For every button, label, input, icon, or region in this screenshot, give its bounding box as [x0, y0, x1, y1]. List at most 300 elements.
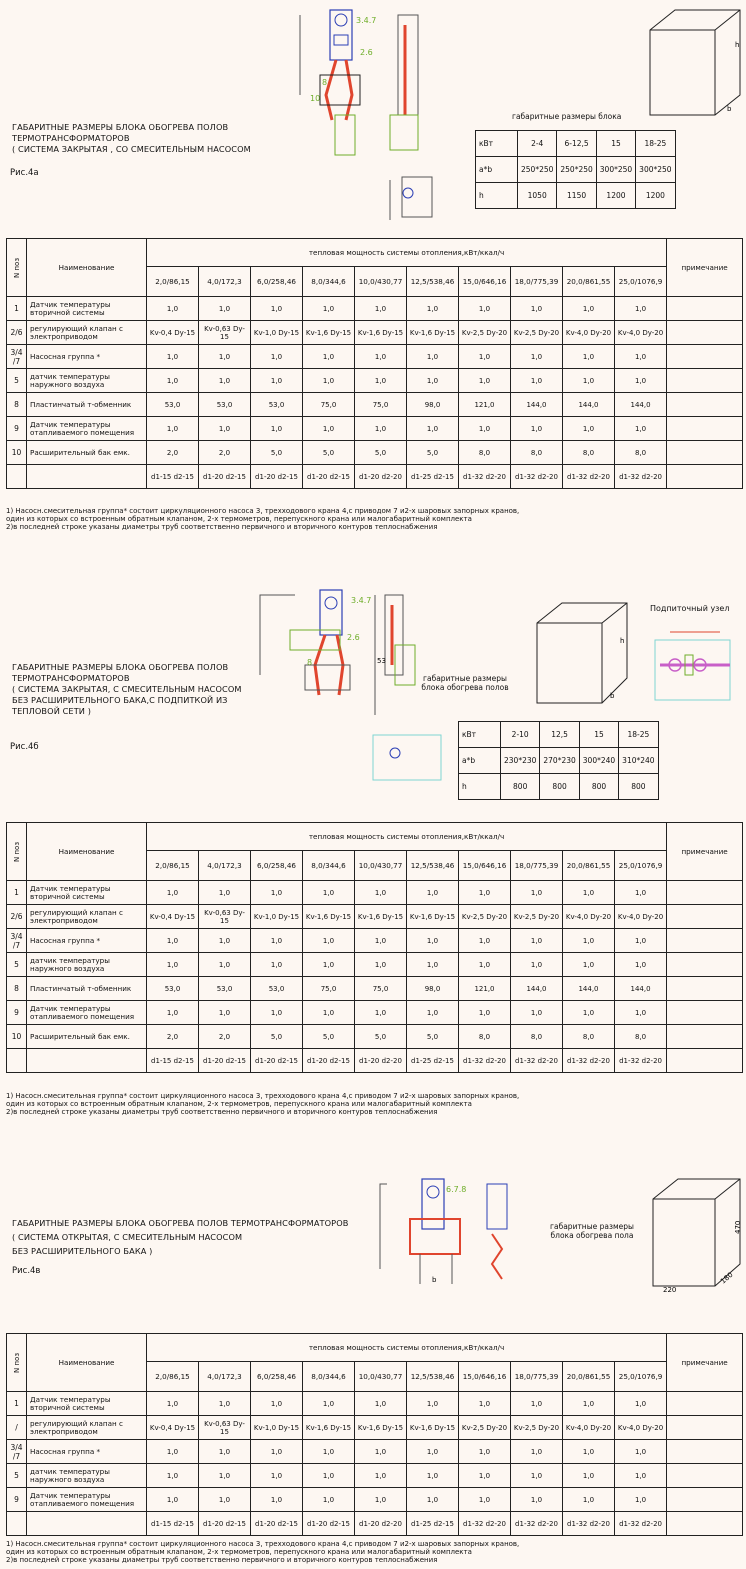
row-value: Kv-1,6 Dy-15 [303, 905, 355, 929]
col-power-value: 6,0/258,46 [251, 267, 303, 297]
dims-table-4a [475, 130, 676, 209]
table-row [7, 297, 743, 321]
row-value: 1,0 [199, 953, 251, 977]
label-3-4-7: 3.4.7 [351, 596, 372, 605]
row-value: Kv-1,6 Dy-15 [355, 321, 407, 345]
row-value: d1-32 d2-20 [511, 1049, 563, 1073]
row-value: 1,0 [355, 345, 407, 369]
col-note: примечание [667, 239, 743, 297]
row-value: 1,0 [563, 1440, 615, 1464]
row-pos: 3/4 /7 [7, 1440, 27, 1464]
row-value: 144,0 [615, 393, 667, 417]
row-value: 1,0 [147, 929, 199, 953]
row-value: 1,0 [303, 345, 355, 369]
row-name: Датчик температуры отапливаемого помещения [27, 1488, 147, 1512]
row-value: 1,0 [355, 953, 407, 977]
row-value: 1,0 [407, 881, 459, 905]
row-pos: 5 [7, 369, 27, 393]
table-row [7, 881, 743, 905]
row-value: 1,0 [199, 417, 251, 441]
row-value: Kv-0,4 Dy-15 [147, 905, 199, 929]
row-note [667, 1416, 743, 1440]
row-value: 121,0 [459, 393, 511, 417]
row-pos [7, 1049, 27, 1073]
row-value: 1,0 [199, 1440, 251, 1464]
row-value: d1-20 d2-20 [355, 1512, 407, 1536]
row-value: 1,0 [615, 369, 667, 393]
row-value: 121,0 [459, 977, 511, 1001]
row-value: 1,0 [147, 417, 199, 441]
row-value: 53,0 [251, 393, 303, 417]
label-8: 8 [322, 78, 328, 87]
row-value: 1,0 [199, 297, 251, 321]
table-row [7, 1001, 743, 1025]
row-value: 8,0 [563, 1025, 615, 1049]
row-value: 75,0 [303, 393, 355, 417]
row-value: d1-20 d2-15 [199, 465, 251, 489]
row-value: 1,0 [511, 1392, 563, 1416]
row-pos: 8 [7, 977, 27, 1001]
row-name [27, 465, 147, 489]
row-value: Kv-1,6 Dy-15 [303, 1416, 355, 1440]
row-value: d1-20 d2-15 [303, 1049, 355, 1073]
row-value: 1,0 [251, 1440, 303, 1464]
col-power-value: 4,0/172,3 [199, 1362, 251, 1392]
row-value: 1,0 [563, 1464, 615, 1488]
row-value: Kv-2,5 Dy-20 [511, 321, 563, 345]
table-row [7, 1392, 743, 1416]
row-name: Насосная группа * [27, 929, 147, 953]
row-value: Kv-4,0 Dy-20 [563, 321, 615, 345]
row-value: Kv-1,0 Dy-15 [251, 1416, 303, 1440]
row-value: d1-20 d2-15 [303, 465, 355, 489]
row-value: 1,0 [459, 881, 511, 905]
dims-row: кВт 2-4 6-12,5 15 18-25 [476, 131, 676, 157]
row-value: 2,0 [147, 441, 199, 465]
row-value: d1-25 d2-15 [407, 1512, 459, 1536]
col-power-value: 25,0/1076,9 [615, 1362, 667, 1392]
fig-label-4c: Рис.4в [12, 1266, 41, 1276]
row-value: 1,0 [563, 297, 615, 321]
label-180: 180 [719, 1270, 735, 1286]
row-value: 144,0 [615, 977, 667, 1001]
box-isometric-4c [645, 1174, 745, 1294]
row-value: d1-20 d2-15 [251, 1049, 303, 1073]
row-value: 8,0 [459, 1025, 511, 1049]
svg-text:h: h [735, 41, 740, 49]
caption-4a: ГАБАРИТНЫЕ РАЗМЕРЫ БЛОКА ОБОГРЕВА ПОЛОВ ТЕРМОТРАНСФОРМАТОРОВ ( СИСТЕМА ЗАКРЫТАЯ , СО СМЕСИТЕЛЬНЫМ НАСОСОМ [12, 122, 251, 154]
col-power-value: 2,0/86,15 [147, 851, 199, 881]
dims-title-4a: габаритные размеры блока [512, 112, 622, 121]
row-value: 1,0 [407, 345, 459, 369]
notes-4c: 1) Насосн.смесительная группа* состоит циркуляционного насоса 3, трехходового крана 4,с приводом 7 и2-х шаровых запорных кранов, один из которых со встроенным обратным клапаном, 2-х термометров, перепускного крана или малогабаритный комплекта 2)в последней строке указаны диаметры труб соответственно первичного и вторичного контуров теплоснабжения [6, 1540, 520, 1564]
row-value: 1,0 [199, 369, 251, 393]
row-value: Kv-1,0 Dy-15 [251, 321, 303, 345]
row-note [667, 1001, 743, 1025]
row-name: регулирующий клапан с электроприводом [27, 321, 147, 345]
row-value: 1,0 [147, 1001, 199, 1025]
row-name: Расширительный бак емк. [27, 441, 147, 465]
row-value: 1,0 [563, 345, 615, 369]
row-value: d1-32 d2-20 [563, 465, 615, 489]
row-value: Kv-1,6 Dy-15 [407, 1416, 459, 1440]
table-row [7, 1049, 743, 1073]
row-value: 1,0 [511, 1001, 563, 1025]
row-value: 2,0 [199, 441, 251, 465]
dims-row: a*b 250*250 250*250 300*250 300*250 [476, 157, 676, 183]
row-value: 75,0 [355, 977, 407, 1001]
row-value: 1,0 [251, 369, 303, 393]
row-value: 1,0 [511, 881, 563, 905]
label-2-6: 2.6 [347, 633, 360, 642]
table-row [7, 393, 743, 417]
row-pos: 9 [7, 1001, 27, 1025]
row-value: 53,0 [251, 977, 303, 1001]
notes-4a: 1) Насосн.смесительная группа* состоит циркуляционного насоса 3, трехходового крана 4,с приводом 7 и2-х шаровых запорных кранов, один из которых со встроенным обратным клапаном, 2-х термометров, перепускного крана или малогабаритный комплекта 2)в последней строке указаны диаметры труб соответственно первичного и вторичного контуров теплоснабжения [6, 507, 520, 531]
row-value: d1-32 d2-20 [615, 465, 667, 489]
row-note [667, 417, 743, 441]
fig-label-4a: Рис.4а [10, 168, 39, 178]
col-power-value: 10,0/430,77 [355, 267, 407, 297]
col-name: Наименование [27, 239, 147, 297]
row-value: 53,0 [147, 977, 199, 1001]
table-row [7, 417, 743, 441]
dims-row: кВт 2-10 12,5 15 18-25 [459, 722, 659, 748]
row-value: 53,0 [199, 393, 251, 417]
row-name: регулирующий клапан с электроприводом [27, 905, 147, 929]
row-value: 1,0 [615, 345, 667, 369]
row-value: 1,0 [407, 953, 459, 977]
row-value: 1,0 [615, 953, 667, 977]
row-value: Kv-4,0 Dy-20 [615, 321, 667, 345]
row-value: 1,0 [615, 929, 667, 953]
col-power-value: 2,0/86,15 [147, 267, 199, 297]
row-name: Пластинчатый т-обменник [27, 393, 147, 417]
section-fig-4a [0, 0, 746, 540]
col-power-value: 18,0/775,39 [511, 267, 563, 297]
row-value: Kv-0,63 Dy-15 [199, 321, 251, 345]
col-note: примечание [667, 823, 743, 881]
row-value: 1,0 [147, 1392, 199, 1416]
row-value: 1,0 [459, 1440, 511, 1464]
row-value: 1,0 [407, 1488, 459, 1512]
row-value: Kv-2,5 Dy-20 [511, 1416, 563, 1440]
row-pos: 1 [7, 297, 27, 321]
col-power-value: 6,0/258,46 [251, 1362, 303, 1392]
row-value: Kv-0,4 Dy-15 [147, 1416, 199, 1440]
row-pos: 3/4 /7 [7, 929, 27, 953]
row-value: Kv-4,0 Dy-20 [563, 1416, 615, 1440]
row-value: 1,0 [251, 1488, 303, 1512]
row-name: Датчик температуры вторичной системы [27, 881, 147, 905]
table-row [7, 321, 743, 345]
col-power-value: 4,0/172,3 [199, 267, 251, 297]
row-value: 1,0 [355, 1001, 407, 1025]
row-value: 1,0 [199, 1464, 251, 1488]
row-value: 1,0 [355, 1488, 407, 1512]
row-value: 1,0 [407, 1392, 459, 1416]
row-name: датчик температуры наружного воздуха [27, 953, 147, 977]
row-value: 2,0 [147, 1025, 199, 1049]
row-pos: 1 [7, 1392, 27, 1416]
row-value: 1,0 [615, 1392, 667, 1416]
row-value: 1,0 [303, 369, 355, 393]
row-value: 1,0 [355, 297, 407, 321]
row-note [667, 465, 743, 489]
row-value: 5,0 [251, 441, 303, 465]
svg-text:b: b [432, 1276, 437, 1284]
row-value: 8,0 [511, 1025, 563, 1049]
col-power-value: 18,0/775,39 [511, 1362, 563, 1392]
col-power-value: 20,0/861,55 [563, 267, 615, 297]
row-value: 1,0 [303, 953, 355, 977]
row-pos: 9 [7, 1488, 27, 1512]
table-row [7, 1416, 743, 1440]
row-value: 1,0 [407, 929, 459, 953]
row-pos: 3/4 /7 [7, 345, 27, 369]
row-note [667, 905, 743, 929]
col-power-value: 10,0/430,77 [355, 851, 407, 881]
row-note [667, 977, 743, 1001]
row-value: 1,0 [407, 1440, 459, 1464]
row-value: 144,0 [563, 393, 615, 417]
row-note [667, 345, 743, 369]
row-value: 1,0 [303, 1440, 355, 1464]
row-value: 8,0 [615, 1025, 667, 1049]
row-value: 1,0 [459, 929, 511, 953]
box-isometric-4b [532, 598, 647, 713]
spec-table-4c [6, 1333, 743, 1536]
row-value: 2,0 [199, 1025, 251, 1049]
row-value: 1,0 [615, 417, 667, 441]
col-power-value: 12,5/538,46 [407, 851, 459, 881]
col-power-value: 15,0/646,16 [459, 267, 511, 297]
row-value: d1-20 d2-15 [199, 1049, 251, 1073]
schematic-drawing-4b [255, 585, 445, 795]
row-pos: 10 [7, 441, 27, 465]
row-value: 1,0 [407, 1001, 459, 1025]
row-value: 8,0 [459, 441, 511, 465]
row-note [667, 1440, 743, 1464]
row-value: d1-20 d2-15 [251, 1512, 303, 1536]
col-npoz: N поз [7, 239, 27, 297]
row-value: 1,0 [199, 1392, 251, 1416]
row-pos: 1 [7, 881, 27, 905]
row-value: d1-20 d2-15 [303, 1512, 355, 1536]
col-power-value: 18,0/775,39 [511, 851, 563, 881]
dims-table-4b [458, 721, 659, 800]
col-npoz: N поз [7, 823, 27, 881]
row-note [667, 953, 743, 977]
row-value: 1,0 [355, 1392, 407, 1416]
row-value: 1,0 [303, 1464, 355, 1488]
row-value: 144,0 [563, 977, 615, 1001]
label-8: 8 [307, 658, 313, 667]
row-value: d1-20 d2-20 [355, 465, 407, 489]
row-pos: 9 [7, 417, 27, 441]
row-note [667, 441, 743, 465]
table-row [7, 905, 743, 929]
row-value: 1,0 [615, 1464, 667, 1488]
row-value: 1,0 [511, 297, 563, 321]
row-name: Расширительный бак емк. [27, 1025, 147, 1049]
row-value: d1-25 d2-15 [407, 465, 459, 489]
row-note [667, 369, 743, 393]
row-value: 1,0 [303, 1392, 355, 1416]
table-row [7, 369, 743, 393]
table-row [7, 929, 743, 953]
table-row [7, 1512, 743, 1536]
row-pos: / [7, 1416, 27, 1440]
col-name: Наименование [27, 823, 147, 881]
row-value: 1,0 [251, 417, 303, 441]
row-value: 1,0 [563, 929, 615, 953]
label-6-7-8: 6.7.8 [446, 1185, 467, 1194]
dims-row: a*b 230*230 270*230 300*240 310*240 [459, 748, 659, 774]
row-value: Kv-2,5 Dy-20 [459, 905, 511, 929]
fig-label-4b: Рис.4б [10, 742, 39, 752]
row-value: 1,0 [407, 1464, 459, 1488]
row-value: d1-20 d2-20 [355, 1049, 407, 1073]
row-name: Насосная группа * [27, 345, 147, 369]
row-pos: 2/6 [7, 321, 27, 345]
table-row [7, 345, 743, 369]
row-value: 1,0 [303, 881, 355, 905]
table-row [7, 1464, 743, 1488]
row-note [667, 1025, 743, 1049]
svg-text:h: h [620, 637, 625, 645]
row-value: 1,0 [615, 1488, 667, 1512]
schematic-drawing-4a [290, 5, 435, 225]
row-pos: 5 [7, 1464, 27, 1488]
podp-unit-drawing [640, 620, 744, 710]
row-value: 1,0 [511, 369, 563, 393]
caption-4c: ГАБАРИТНЫЕ РАЗМЕРЫ БЛОКА ОБОГРЕВА ПОЛОВ ТЕРМОТРАНСФОРМАТОРОВ ( СИСТЕМА ОТКРЫТАЯ, С СМЕСИТЕЛЬНЫМ НАСОСОМ БЕЗ РАСШИРИТЕЛЬНОГО БАКА ) [12, 1218, 349, 1256]
section-fig-4b [0, 580, 746, 1120]
row-value: 1,0 [407, 417, 459, 441]
row-value: 5,0 [407, 441, 459, 465]
spec-header-row [7, 823, 743, 851]
row-value: d1-15 d2-15 [147, 465, 199, 489]
row-value: 1,0 [147, 1464, 199, 1488]
row-value: 1,0 [199, 345, 251, 369]
row-note [667, 1049, 743, 1073]
row-value: 1,0 [355, 929, 407, 953]
row-value: Kv-1,6 Dy-15 [407, 905, 459, 929]
row-value: 1,0 [199, 1488, 251, 1512]
row-pos [7, 465, 27, 489]
row-value: d1-32 d2-20 [615, 1512, 667, 1536]
table-row [7, 441, 743, 465]
row-value: 5,0 [407, 1025, 459, 1049]
row-name: датчик температуры наружного воздуха [27, 369, 147, 393]
row-name [27, 1049, 147, 1073]
row-value: Kv-4,0 Dy-20 [615, 1416, 667, 1440]
row-value: d1-32 d2-20 [563, 1512, 615, 1536]
row-pos [7, 1512, 27, 1536]
row-pos: 8 [7, 393, 27, 417]
row-value: 1,0 [147, 345, 199, 369]
row-value: 5,0 [303, 441, 355, 465]
label-2-6: 2.6 [360, 48, 373, 57]
row-value: d1-32 d2-20 [459, 1512, 511, 1536]
row-value: 1,0 [511, 953, 563, 977]
row-value: 1,0 [147, 1440, 199, 1464]
row-value: 1,0 [407, 297, 459, 321]
row-value: 1,0 [459, 1001, 511, 1025]
col-power-value: 8,0/344,6 [303, 851, 355, 881]
row-value: 53,0 [147, 393, 199, 417]
row-name: Датчик температуры отапливаемого помещения [27, 417, 147, 441]
row-value: 1,0 [147, 297, 199, 321]
row-value: d1-15 d2-15 [147, 1049, 199, 1073]
row-value: 1,0 [355, 417, 407, 441]
row-value: 53,0 [199, 977, 251, 1001]
col-power-value: 10,0/430,77 [355, 1362, 407, 1392]
row-value: Kv-0,63 Dy-15 [199, 905, 251, 929]
row-value: 1,0 [563, 953, 615, 977]
row-value: 1,0 [459, 1392, 511, 1416]
row-value: 1,0 [615, 297, 667, 321]
row-value: 5,0 [303, 1025, 355, 1049]
label-470: 470 [734, 1220, 742, 1234]
col-name: Наименование [27, 1334, 147, 1392]
row-value: 1,0 [147, 369, 199, 393]
row-value: 1,0 [563, 881, 615, 905]
notes-4b: 1) Насосн.смесительная группа* состоит циркуляционного насоса 3, трехходового крана 4,с приводом 7 и2-х шаровых запорных кранов, один из которых со встроенным обратным клапаном, 2-х термометров, перепускного крана или малогабаритный комплекта 2)в последней строке указаны диаметры труб соответственно первичного и вторичного контуров теплоснабжения [6, 1092, 520, 1116]
dims-row: h 800 800 800 800 [459, 774, 659, 800]
col-power: тепловая мощность системы отопления,кВт/ккал/ч [147, 823, 667, 851]
col-power-value: 2,0/86,15 [147, 1362, 199, 1392]
row-value: 1,0 [199, 881, 251, 905]
row-value: d1-15 d2-15 [147, 1512, 199, 1536]
col-power-value: 20,0/861,55 [563, 1362, 615, 1392]
row-value: d1-20 d2-15 [251, 465, 303, 489]
row-note [667, 1488, 743, 1512]
row-name [27, 1512, 147, 1536]
dims-row: h 1050 1150 1200 1200 [476, 183, 676, 209]
row-name: Датчик температуры вторичной системы [27, 1392, 147, 1416]
row-value: 5,0 [355, 1025, 407, 1049]
row-value: 1,0 [355, 369, 407, 393]
label-3-4-7: 3.4.7 [356, 16, 377, 25]
row-value: d1-32 d2-20 [511, 465, 563, 489]
row-value: d1-20 d2-15 [199, 1512, 251, 1536]
row-value: 1,0 [511, 345, 563, 369]
row-name: Датчик температуры вторичной системы [27, 297, 147, 321]
row-value: d1-32 d2-20 [459, 1049, 511, 1073]
row-value: Kv-4,0 Dy-20 [563, 905, 615, 929]
col-power-value: 25,0/1076,9 [615, 267, 667, 297]
row-value: Kv-1,6 Dy-15 [355, 905, 407, 929]
row-value: 8,0 [511, 441, 563, 465]
col-npoz: N поз [7, 1334, 27, 1392]
row-value: 1,0 [615, 881, 667, 905]
spec-table-4b [6, 822, 743, 1073]
spec-header-row [7, 1334, 743, 1362]
col-power-value: 6,0/258,46 [251, 851, 303, 881]
table-row [7, 977, 743, 1001]
row-value: 5,0 [355, 441, 407, 465]
row-value: 1,0 [251, 1392, 303, 1416]
col-power-value: 8,0/344,6 [303, 1362, 355, 1392]
row-note [667, 393, 743, 417]
row-value: 1,0 [147, 881, 199, 905]
row-value: 1,0 [251, 929, 303, 953]
row-value: Kv-2,5 Dy-20 [459, 321, 511, 345]
row-value: 1,0 [563, 369, 615, 393]
row-name: Датчик температуры отапливаемого помещения [27, 1001, 147, 1025]
